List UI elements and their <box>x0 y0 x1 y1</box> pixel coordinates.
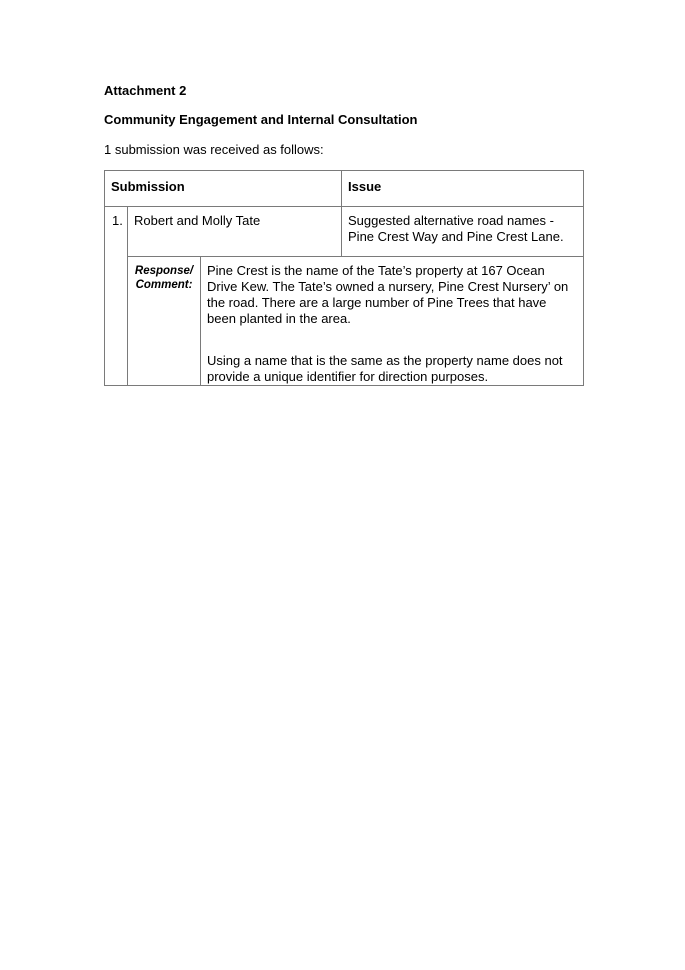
row-number: 1. <box>112 213 123 228</box>
response-paragraph-2: Using a name that is the same as the property name does not provide a unique identifier for direction purposes. <box>207 353 563 384</box>
section-title: Community Engagement and Internal Consultation <box>104 112 418 127</box>
issue-header-label: Issue <box>348 179 382 194</box>
response-label-line1: Response/ <box>134 265 194 277</box>
issue-header <box>342 171 584 207</box>
response-label-cell <box>128 257 201 386</box>
table-row <box>105 207 584 257</box>
submission-header-label: Submission <box>111 179 185 194</box>
submitter-cell <box>128 207 342 257</box>
submitter-name: Robert and Molly Tate <box>134 213 261 228</box>
table-header-row <box>105 171 584 207</box>
response-row <box>105 257 584 386</box>
submissions-table <box>104 170 584 386</box>
row-number-cell <box>105 207 128 386</box>
response-label-line2: Comment: <box>135 279 193 291</box>
attachment-title: Attachment 2 <box>104 83 187 98</box>
submission-header <box>105 171 342 207</box>
response-text-cell <box>201 257 584 386</box>
issue-text: Suggested alternative road names - Pine Crest Way and Pine Crest Lane. <box>348 213 564 244</box>
response-paragraph-1: Pine Crest is the name of the Tate’s property at 167 Ocean Drive Kew. The Tate’s owned a nursery, Pine Crest Nursery’ on the road. There are a large number of Pine Trees that have been planted in the area. <box>207 263 569 326</box>
issue-cell <box>342 207 584 257</box>
intro-text: 1 submission was received as follows: <box>104 142 324 157</box>
